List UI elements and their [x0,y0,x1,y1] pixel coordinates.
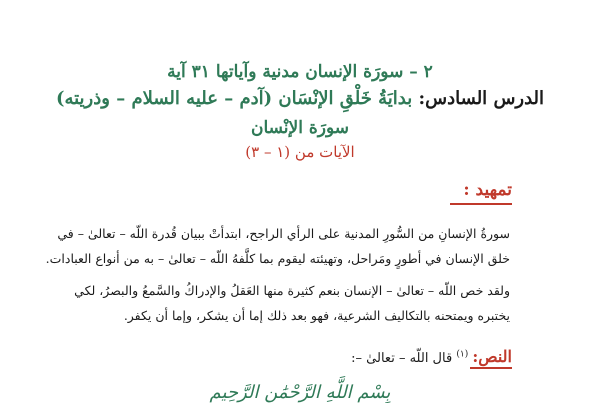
surah-info-line: ٢ – سورَة الإنسان مدنية وآياتها ٣١ آية [167,62,433,82]
text-intro-phrase: قال اللّه – تعالىٰ –: [351,351,453,366]
lesson-title-line [0,88,600,109]
intro-paragraph-line: خلق الإنسان في أطورٍ ومَراحل، وتهيئته ليقوم بما كلَّفهُ اللّه – تعالىٰ – به من أنواع العبادات. [45,251,510,266]
text-section-line [351,347,512,366]
intro-heading: تمهيد : [463,180,512,200]
text-section-label: النص: [472,347,512,366]
intro-paragraph-line: سورةُ الإنسانِ من السُّورِ المدنية على الرأي الراجح، ابتدأتْ ببيان قُدرة اللّه – تعالىٰ – في [57,226,510,241]
intro-paragraph-line: ولقد خص اللّه – تعالىٰ – الإنسان بنعم كثيرة منها العَقلُ والإدراكُ والسَّمعُ والبصرُ، لكي [74,283,510,298]
intro-paragraph-line: يختبره ويمتحنه بالتكاليف الشرعية، فهو بعد ذلك إما أن يشكر، وإما أن يكفر. [123,308,510,323]
verses-range: الآيات من (١ – ٣) [245,143,355,161]
footnote-marker: (١) [456,349,469,360]
text-section-underline [470,367,512,369]
surah-name: سورَة الإنْسان [250,118,350,138]
lesson-label: الدرس السادس: [418,88,545,109]
intro-heading-underline [450,203,512,205]
lesson-title: بدايَةُ خَلْقِ الإنْسَان (آدم – عليه السلام – وذريته) [55,88,413,109]
basmala: بِسْمِ اللَّهِ الرَّحْمَٰنِ الرَّحِيمِ [209,382,391,403]
